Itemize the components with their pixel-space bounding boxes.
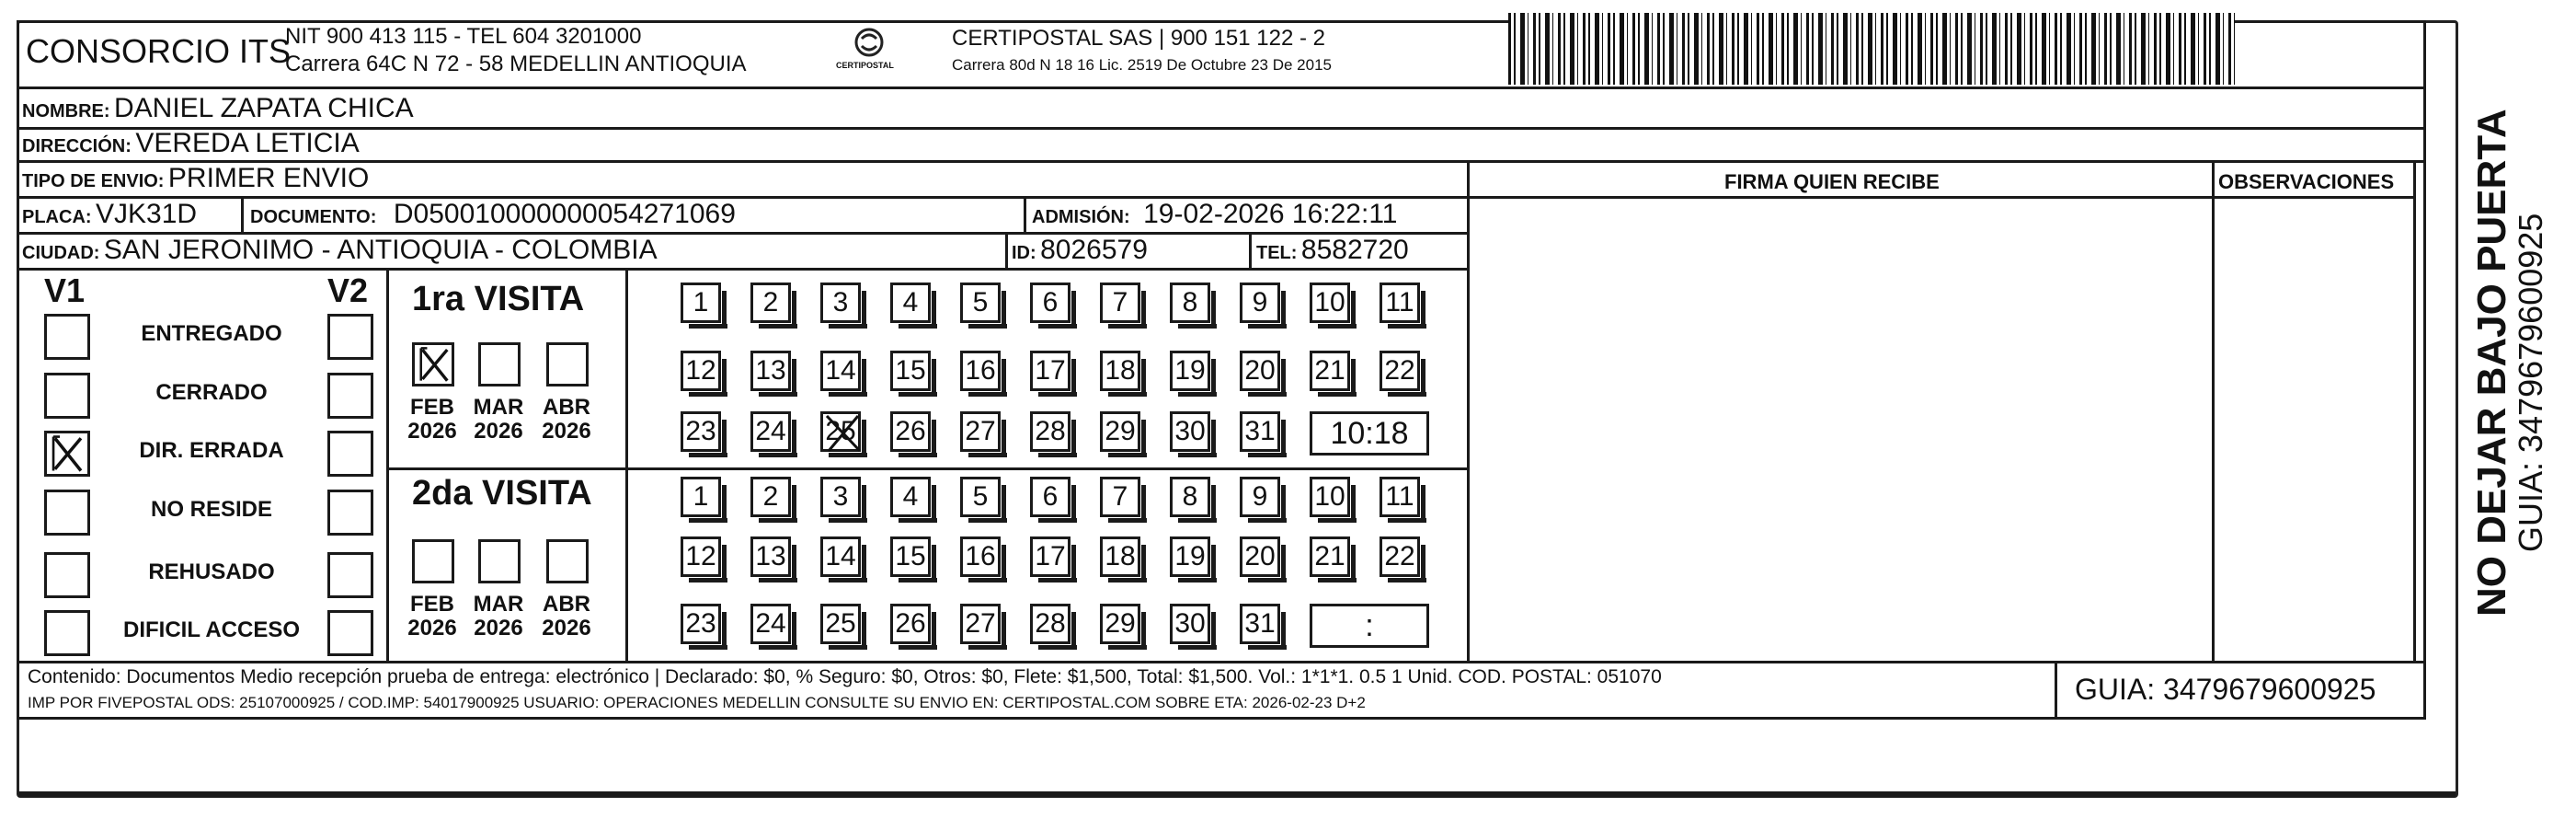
day-number: 4: [902, 287, 919, 317]
ciudad-value: SAN JERONIMO - ANTIOQUIA - COLOMBIA: [103, 235, 658, 265]
id-field: [1012, 236, 1148, 264]
day-number: 9: [1252, 287, 1268, 317]
day-box[interactable]: [960, 351, 1001, 391]
day-number: 17: [1035, 355, 1066, 386]
day-number: 26: [895, 608, 926, 639]
day-number: 7: [1112, 287, 1128, 317]
day-box[interactable]: [1170, 351, 1210, 391]
day-number: 12: [685, 355, 716, 386]
day-box[interactable]: [1100, 283, 1140, 323]
month-year: 2026: [474, 419, 523, 444]
day-number: 30: [1174, 416, 1206, 446]
day-box[interactable]: [1030, 283, 1070, 323]
month-year: 2026: [542, 419, 591, 444]
guia-footer: GUIA: 3479679600925: [2075, 673, 2376, 706]
day-number: 28: [1035, 608, 1066, 639]
day-box[interactable]: [960, 283, 1001, 323]
state-label: REHUSADO: [148, 559, 275, 584]
day-number: 19: [1174, 541, 1206, 571]
day-number: 21: [1314, 541, 1345, 571]
firma-header: FIRMA QUIEN RECIBE: [1724, 170, 1940, 193]
month-name: MAR: [473, 395, 524, 420]
month-year: 2026: [542, 616, 591, 641]
v2-checkbox[interactable]: [327, 610, 373, 656]
day-box[interactable]: [890, 411, 931, 452]
day-box[interactable]: [681, 536, 721, 577]
ciudad-field: [22, 236, 658, 264]
day-number: 18: [1105, 541, 1136, 571]
day-number: 29: [1105, 416, 1136, 446]
time-box[interactable]: [1310, 604, 1429, 648]
day-mark-icon: [821, 410, 865, 455]
day-box[interactable]: [1310, 536, 1350, 577]
day-number: 4: [902, 481, 919, 512]
day-number: 1: [693, 287, 709, 317]
day-number: 10: [1314, 481, 1345, 512]
day-box[interactable]: [1030, 411, 1070, 452]
day-number: 12: [685, 541, 716, 571]
day-box[interactable]: [1380, 351, 1420, 391]
form-frame: [17, 20, 2426, 720]
day-box[interactable]: [1240, 536, 1280, 577]
day-number: 20: [1244, 541, 1276, 571]
tel-label: TEL:: [1256, 243, 1298, 263]
day-number: 3: [832, 287, 849, 317]
day-number: 26: [895, 416, 926, 446]
month-checkbox[interactable]: [412, 342, 454, 386]
day-box[interactable]: [1030, 604, 1070, 644]
logo-text: CERTIPOSTAL: [836, 61, 894, 70]
month-year: 2026: [407, 616, 457, 641]
barcode: [1508, 13, 2235, 85]
day-box[interactable]: [681, 604, 721, 644]
day-box[interactable]: [1240, 351, 1280, 391]
state-label: CERRADO: [155, 380, 268, 405]
day-number: 22: [1384, 355, 1415, 386]
day-number: 6: [1042, 287, 1059, 317]
day-number: 25: [825, 608, 856, 639]
day-number: 31: [1244, 608, 1276, 639]
day-box[interactable]: [750, 283, 791, 323]
day-number: 15: [895, 541, 926, 571]
day-number: 9: [1252, 481, 1268, 512]
direccion-label: DIRECCIÓN:: [22, 136, 132, 156]
day-number: 18: [1105, 355, 1136, 386]
contenido-text: Contenido: Documentos Medio recepción prueba de entrega: electrónico | Declarado: $0, % Seguro: $0, Otros: $0, Flete: $1,500, Total: $1,500. Vol.: 1*1*1. 0.5 1 Unid. COD. POSTAL: 051070: [28, 666, 1662, 687]
day-number: 14: [825, 541, 856, 571]
carrier-name: CERTIPOSTAL SAS | 900 151 122 - 2: [952, 26, 1325, 51]
day-box[interactable]: [750, 351, 791, 391]
day-number: 30: [1174, 608, 1206, 639]
v2-checkbox[interactable]: [327, 490, 373, 536]
time-value: :: [1365, 607, 1374, 643]
visit2-title: 2da VISITA: [412, 474, 592, 513]
day-box[interactable]: [681, 351, 721, 391]
tipo-field: [22, 165, 369, 192]
day-box[interactable]: [750, 477, 791, 517]
ciudad-label: CIUDAD:: [22, 243, 100, 263]
day-box[interactable]: [1310, 477, 1350, 517]
state-label: DIR. ERRADA: [139, 438, 284, 463]
month-year: 2026: [474, 616, 523, 641]
day-box[interactable]: [960, 536, 1001, 577]
day-number: 16: [965, 541, 996, 571]
day-box[interactable]: [1030, 477, 1070, 517]
day-number: 8: [1182, 481, 1198, 512]
admision-label: ADMISIÓN:: [1032, 207, 1130, 227]
company-name: CONSORCIO ITS: [26, 32, 292, 70]
day-box[interactable]: [890, 351, 931, 391]
documento-label: DOCUMENTO:: [250, 207, 377, 227]
day-number: 31: [1244, 416, 1276, 446]
day-box[interactable]: [750, 536, 791, 577]
state-label: NO RESIDE: [150, 497, 273, 522]
tel-value: 8582720: [1300, 235, 1409, 265]
id-value: 8026579: [1040, 235, 1148, 265]
visit1-title: 1ra VISITA: [412, 280, 585, 318]
state-label: ENTREGADO: [141, 321, 282, 346]
v2-checkbox[interactable]: [327, 552, 373, 598]
month-checkbox[interactable]: [412, 539, 454, 583]
day-number: 2: [762, 287, 779, 317]
day-number: 13: [755, 355, 786, 386]
month-label: [403, 396, 462, 444]
day-number: 25: [825, 416, 856, 446]
month-name: ABR: [543, 395, 590, 420]
month-label: [537, 593, 596, 641]
day-box[interactable]: [681, 283, 721, 323]
month-checkbox[interactable]: [478, 539, 521, 583]
day-box[interactable]: [1100, 411, 1140, 452]
month-checkbox[interactable]: [478, 342, 521, 386]
day-number: 23: [685, 608, 716, 639]
documento-value: D050010000000054271069: [393, 199, 736, 229]
month-label: [469, 593, 528, 641]
month-name: FEB: [410, 395, 454, 420]
time-box[interactable]: [1310, 411, 1429, 456]
id-label: ID:: [1012, 243, 1036, 263]
day-box[interactable]: [960, 411, 1001, 452]
month-label: [403, 593, 462, 641]
month-checkbox[interactable]: [546, 539, 589, 583]
day-number: 11: [1385, 287, 1414, 317]
day-number: 2: [762, 481, 779, 512]
v2-checkbox[interactable]: [327, 431, 373, 477]
guia-side: GUIA: 3479679600925: [2512, 213, 2549, 552]
day-box[interactable]: [890, 477, 931, 517]
day-number: 7: [1112, 481, 1128, 512]
day-box[interactable]: [750, 604, 791, 644]
day-box[interactable]: [1030, 351, 1070, 391]
day-box[interactable]: [1170, 604, 1210, 644]
placa-field: [22, 201, 197, 228]
day-number: 24: [755, 608, 786, 639]
day-box[interactable]: [1030, 536, 1070, 577]
day-number: 5: [972, 287, 989, 317]
day-box[interactable]: [960, 477, 1001, 517]
day-number: 8: [1182, 287, 1198, 317]
documento-field: [250, 201, 736, 228]
day-number: 17: [1035, 541, 1066, 571]
day-number: 21: [1314, 355, 1345, 386]
day-number: 27: [965, 416, 996, 446]
tipo-label: TIPO DE ENVIO:: [22, 171, 165, 191]
day-box[interactable]: [681, 477, 721, 517]
day-box[interactable]: [820, 351, 861, 391]
day-box[interactable]: [890, 283, 931, 323]
observaciones-header: OBSERVACIONES: [2218, 170, 2395, 193]
day-number: 11: [1385, 481, 1414, 512]
direccion-value: VEREDA LETICIA: [135, 128, 360, 158]
day-box[interactable]: [1100, 351, 1140, 391]
tipo-value: PRIMER ENVIO: [167, 163, 370, 193]
day-number: 27: [965, 608, 996, 639]
certipostal-logo: [832, 26, 906, 76]
placa-label: PLACA:: [22, 207, 92, 227]
day-number: 5: [972, 481, 989, 512]
direccion-field: [22, 130, 360, 157]
day-box[interactable]: [1380, 283, 1420, 323]
day-box[interactable]: [1100, 604, 1140, 644]
day-box[interactable]: [1240, 477, 1280, 517]
day-number: 28: [1035, 416, 1066, 446]
admision-field: [1032, 201, 1397, 228]
nombre-value: DANIEL ZAPATA CHICA: [114, 93, 414, 123]
month-label: [469, 396, 528, 444]
day-number: 19: [1174, 355, 1206, 386]
day-number: 16: [965, 355, 996, 386]
month-checkbox[interactable]: [546, 342, 589, 386]
day-number: 1: [693, 481, 709, 512]
day-box[interactable]: [960, 604, 1001, 644]
time-value: 10:18: [1330, 415, 1409, 451]
v2-checkbox[interactable]: [327, 373, 373, 419]
day-box[interactable]: [1170, 536, 1210, 577]
day-box[interactable]: [1240, 411, 1280, 452]
admision-value: 19-02-2026 16:22:11: [1143, 199, 1398, 229]
month-year: 2026: [407, 419, 457, 444]
day-box[interactable]: [681, 411, 721, 452]
month-name: FEB: [410, 592, 454, 617]
month-label: [537, 396, 596, 444]
day-number: 6: [1042, 481, 1059, 512]
day-number: 23: [685, 416, 716, 446]
day-box[interactable]: [1170, 283, 1210, 323]
state-label: DIFICIL ACCESO: [122, 617, 300, 642]
day-box[interactable]: [1240, 604, 1280, 644]
day-number: 29: [1105, 608, 1136, 639]
day-number: 22: [1384, 541, 1415, 571]
imp-text: IMP POR FIVEPOSTAL ODS: 25107000925 / COD.IMP: 54017900925 USUARIO: OPERACIONES MEDELLIN CONSULTE SU ENVIO EN: CERTIPOSTAL.COM SOBRE ETA: 2026-02-23 D+2: [28, 694, 1366, 711]
day-number: 24: [755, 416, 786, 446]
day-number: 14: [825, 355, 856, 386]
v1-label: V1: [44, 271, 86, 309]
day-number: 10: [1314, 287, 1345, 317]
day-box[interactable]: [820, 477, 861, 517]
month-name: MAR: [473, 592, 524, 617]
day-box[interactable]: [1310, 351, 1350, 391]
day-box[interactable]: [1170, 477, 1210, 517]
day-box[interactable]: [1100, 536, 1140, 577]
day-box[interactable]: [1310, 283, 1350, 323]
day-box[interactable]: [820, 283, 861, 323]
day-box[interactable]: [750, 411, 791, 452]
day-box[interactable]: [1240, 283, 1280, 323]
v2-checkbox[interactable]: [327, 314, 373, 360]
nombre-label: NOMBRE:: [22, 101, 110, 121]
placa-value: VJK31D: [96, 199, 198, 229]
day-box[interactable]: [820, 604, 861, 644]
nombre-field: [22, 95, 414, 122]
day-box[interactable]: [820, 411, 861, 452]
day-box[interactable]: [1170, 411, 1210, 452]
month-name: ABR: [543, 592, 590, 617]
day-box[interactable]: [890, 604, 931, 644]
tel-field: [1256, 236, 1409, 264]
company-nit: NIT 900 413 115 - TEL 604 3201000: [285, 24, 642, 49]
day-number: 3: [832, 481, 849, 512]
day-box[interactable]: [1380, 536, 1420, 577]
day-box[interactable]: [820, 536, 861, 577]
day-number: 13: [755, 541, 786, 571]
day-box[interactable]: [1380, 477, 1420, 517]
day-number: 20: [1244, 355, 1276, 386]
no-dejar-warning: NO DEJAR BAJO PUERTA: [2469, 109, 2514, 617]
v2-label: V2: [327, 271, 369, 309]
day-box[interactable]: [1100, 477, 1140, 517]
company-address: Carrera 64C N 72 - 58 MEDELLIN ANTIOQUIA: [285, 52, 747, 76]
day-box[interactable]: [890, 536, 931, 577]
day-number: 15: [895, 355, 926, 386]
carrier-address: Carrera 80d N 18 16 Lic. 2519 De Octubre 23 De 2015: [952, 56, 1332, 74]
